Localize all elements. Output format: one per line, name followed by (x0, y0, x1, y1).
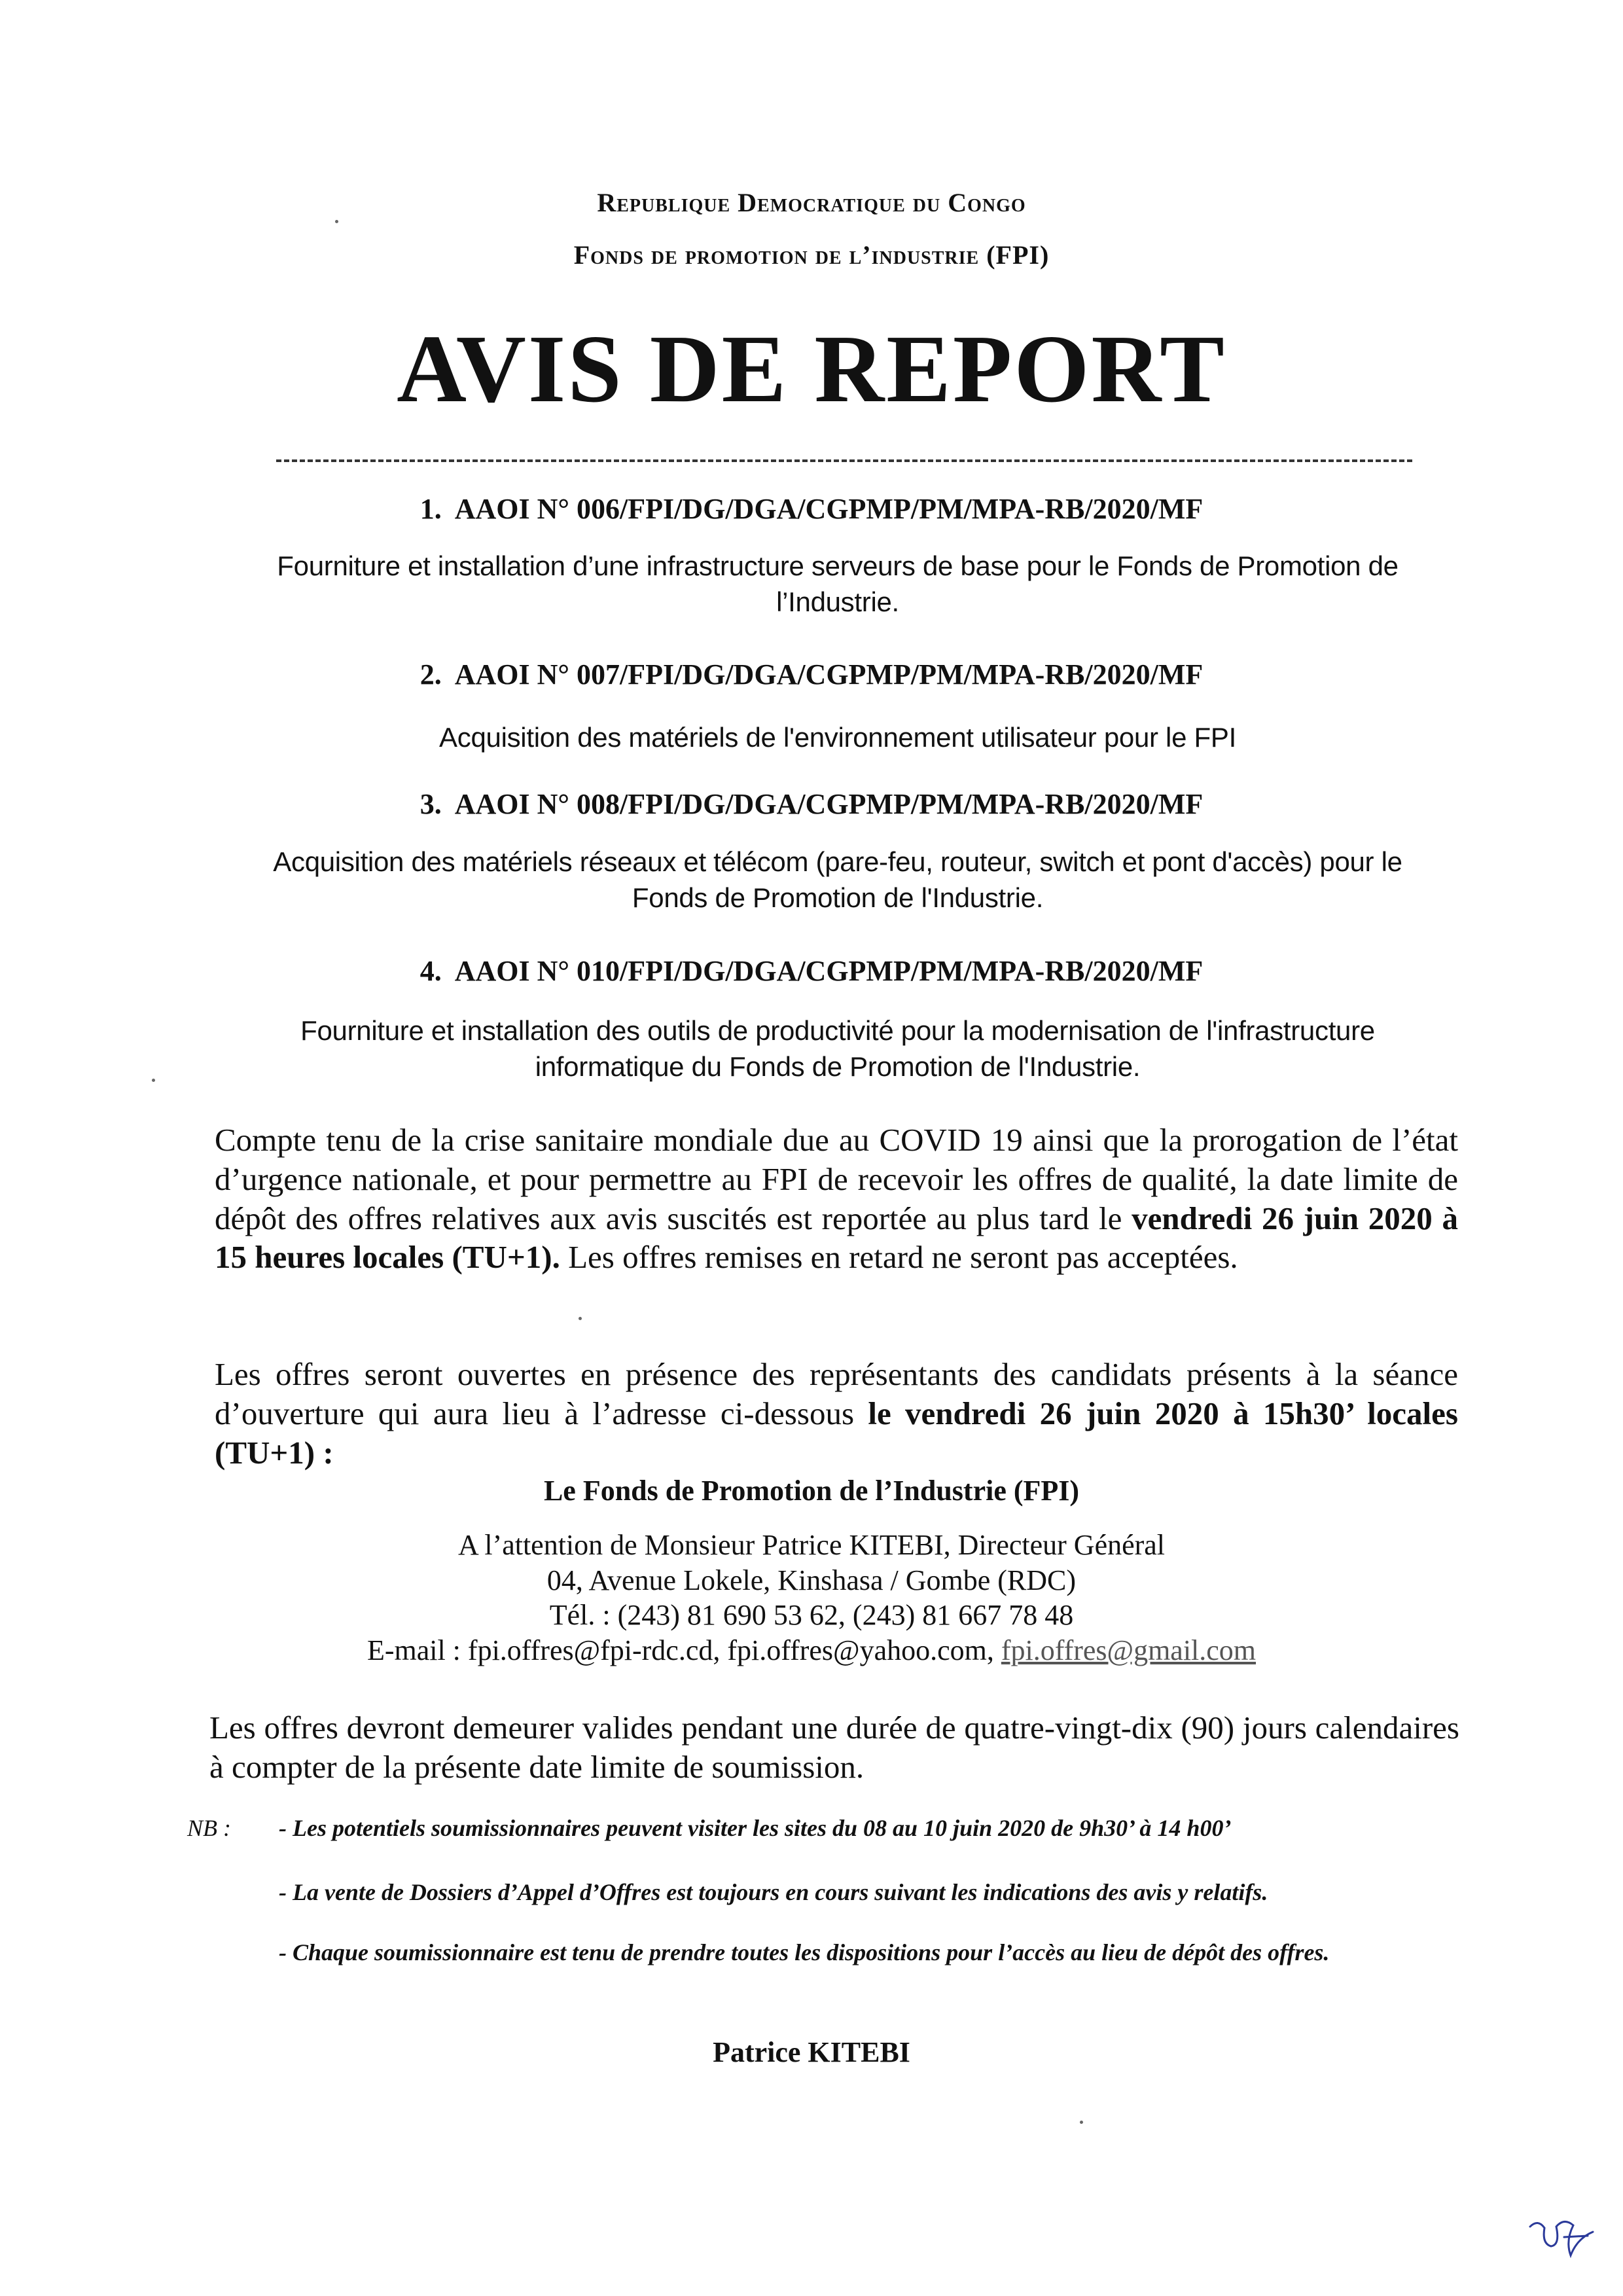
lot-2-description (223, 720, 1453, 756)
lot-1-reference (0, 492, 1623, 526)
address-email (0, 1633, 1623, 1668)
postponement-text: Compte tenu de la crise sanitaire mondiale due au COVID 19 ainsi que la prorogation de l’état d’urgence nationale, et pour permettre au FPI de recevoir les offres de qualité, la date limite de dépôt des offres relatives aux avis suscités est reportée au plus tard le (215, 1122, 1458, 1236)
lot-description-line: Acquisition des matériels réseaux et télécom (pare-feu, routeur, switch et pont d'accès) pour le (273, 846, 1402, 877)
opening-paragraph (215, 1355, 1458, 1472)
lot-number: 1. (419, 493, 442, 525)
new-deadline: vendredi 26 juin 2020 à 15 heures locales (TU+1). (215, 1200, 1458, 1276)
dashed-divider (276, 459, 1412, 462)
lot-description-line: Fourniture et installation d’une infrastructure serveurs de base pour le Fonds de Promotion de (277, 550, 1399, 581)
address-attention: A l’attention de Monsieur Patrice KITEBI, Directeur Général (457, 1529, 1166, 1561)
nb-item-access: - Chaque soumissionnaire est tenu de prendre toutes les dispositions pour l’accès au lieu de dépôt des offres. (279, 1939, 1330, 1965)
lot-description-line: Fourniture et installation des outils de productivité pour la modernisation de l'infrastructure (300, 1015, 1375, 1046)
lot-number: 3. (419, 788, 442, 820)
email-list: E-mail : fpi.offres@fpi-rdc.cd, fpi.offres@yahoo.com, (366, 1634, 1001, 1667)
signature-name: Patrice KITEBI (713, 2036, 910, 2068)
lot-4-reference (0, 954, 1623, 988)
handwritten-initials-icon (1525, 2212, 1603, 2265)
lot-reference-text: AAOI N° 008/FPI/DG/DGA/CGPMP/PM/MPA-RB/2020/MF (454, 788, 1204, 820)
lot-3-reference (0, 787, 1623, 821)
lot-3-description (223, 844, 1453, 916)
postponement-paragraph (215, 1121, 1458, 1277)
lot-1-description (223, 548, 1453, 620)
document-title: AVIS DE REPORT (397, 315, 1226, 423)
address-street: 04, Avenue Lokele, Kinshasa / Gombe (RDC) (546, 1564, 1077, 1596)
header-institution: Fonds de promotion de l’industrie (FPI) (573, 240, 1050, 270)
lot-reference-text: AAOI N° 007/FPI/DG/DGA/CGPMP/PM/MPA-RB/2020/MF (454, 658, 1204, 691)
lot-description-line: informatique du Fonds de Promotion de l'Industrie. (535, 1050, 1141, 1082)
nb-label: NB : (187, 1815, 231, 1841)
lot-4-description (223, 1013, 1453, 1085)
nb-item-tender-sale: - La vente de Dossiers d’Appel d’Offres est toujours en cours suivant les indications des avis y relatifs. (279, 1879, 1268, 1905)
address-phone: Tél. : (243) 81 690 53 62, (243) 81 667 78 48 (549, 1599, 1074, 1632)
opening-datetime: le vendredi 26 juin 2020 à 15h30’ locales (TU+1) : (215, 1395, 1458, 1471)
gmail-link[interactable]: fpi.offres@gmail.com (1001, 1634, 1257, 1667)
nb-item-site-visit: - Les potentiels soumissionnaires peuvent visiter les sites du 08 au 10 juin 2020 de 9h30’ à 14 h00’ (279, 1815, 1232, 1841)
opening-text: Les offres seront ouvertes en présence des représentants des candidats présents à la séance d’ouverture qui aura lieu à l’adresse ci-dessous (215, 1356, 1458, 1431)
lot-number: 2. (419, 658, 442, 691)
scan-speck (335, 220, 338, 223)
scan-speck (152, 1079, 155, 1082)
validity-paragraph: Les offres devront demeurer valides pendant une durée de quatre-vingt-dix (90) jours calendaires à compter de la présente date limite de soumission. (209, 1710, 1459, 1785)
lot-description-line: l’Industrie. (776, 586, 899, 617)
scan-speck (1080, 2121, 1083, 2124)
lot-reference-text: AAOI N° 010/FPI/DG/DGA/CGPMP/PM/MPA-RB/2020/MF (454, 955, 1204, 987)
address-title: Le Fonds de Promotion de l’Industrie (FPI) (543, 1475, 1080, 1507)
address-block (0, 1528, 1623, 1668)
lot-description-line: Acquisition des matériels de l'environnement utilisateur pour le FPI (439, 722, 1236, 753)
header-country: Republique Democratique du Congo (597, 188, 1026, 217)
late-offers-text: Les offres remises en retard ne seront pas acceptées. (560, 1239, 1238, 1276)
lot-reference-text: AAOI N° 006/FPI/DG/DGA/CGPMP/PM/MPA-RB/2020/MF (454, 493, 1204, 525)
lot-number: 4. (419, 955, 442, 987)
scan-speck (579, 1317, 582, 1320)
lot-description-line: Fonds de Promotion de l'Industrie. (632, 882, 1044, 913)
lot-2-reference (0, 658, 1623, 691)
